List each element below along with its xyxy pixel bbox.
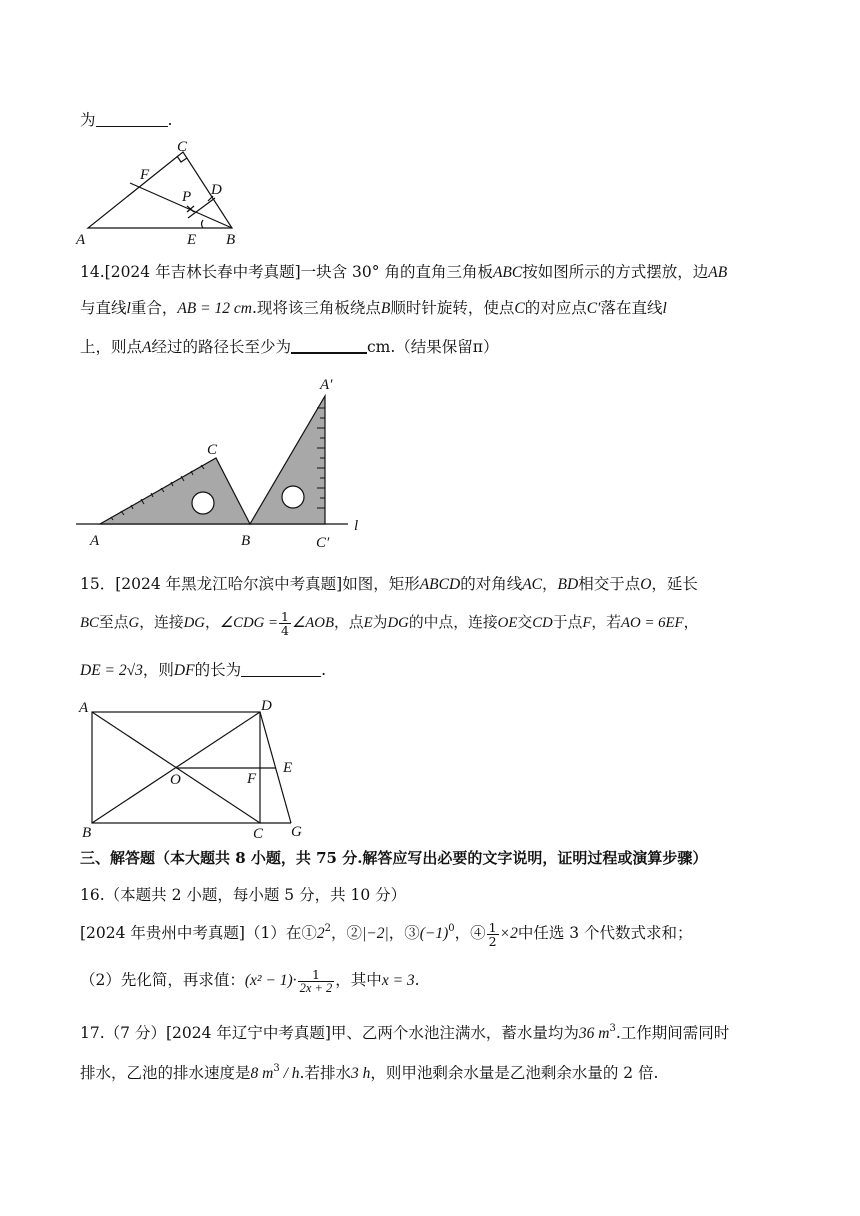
q15-source: [2024 年黑龙江哈尔滨中考真题] xyxy=(115,575,343,593)
fig15-label-d: D xyxy=(261,698,272,714)
fig14-hole-1 xyxy=(192,492,214,514)
q17-line-2: 排水，乙池的排水速度是8 $m^3$ / h.若排水3 h，则甲池剩余水量是乙池剩余水量的 2 倍. xyxy=(80,1063,659,1082)
q16-fraction-expr: $\frac{1}{2x + 2}$ xyxy=(299,966,333,995)
figure-13 xyxy=(70,138,250,250)
q14-source: [2024 年吉林长春中考真题] xyxy=(104,263,301,281)
fig15-label-f: F xyxy=(247,771,257,787)
q17-line-1: 17.（7 分）[2024 年辽宁中考真题]甲、乙两个水池注满水，蓄水量均为36 $m^3$.工作期间需同时 xyxy=(80,1023,730,1042)
q15-line-1: 15．[2024 年黑龙江哈尔滨中考真题]如图，矩形ABCD的对角线AC，BD相交于点O，延长 xyxy=(80,575,698,593)
fig13-label-b: B xyxy=(226,232,236,248)
fig13-label-d: D xyxy=(211,182,222,198)
q15-fraction: $\frac{1}{4}$ xyxy=(281,608,289,638)
fig13-label-a: A xyxy=(76,232,86,248)
q16-header: 16.（本题共 2 小题，每小题 5 分，共 10 分） xyxy=(80,886,407,904)
section-3-title: 三、解答题（本大题共 8 小题，共 75 分.解答应写出必要的文字说明，证明过程或演算步骤） xyxy=(80,849,708,867)
q13-tail-line: 为 . xyxy=(80,111,173,129)
q16-source: [2024 年贵州中考真题] xyxy=(80,924,245,942)
fig14-label-a-prime: A′ xyxy=(320,377,333,393)
fig14-label-c-prime: C′ xyxy=(316,535,330,551)
q15-answer-blank[interactable] xyxy=(241,661,321,677)
fig15-label-o: O xyxy=(170,772,181,788)
q14-line-1: 14.[2024 年吉林长春中考真题]一块含 30° 角的直角三角板ABC按如图所示的方式摆放，边AB xyxy=(80,263,728,281)
fig14-hole-2 xyxy=(282,486,304,508)
q16-part-2: （2）先化简，再求值：(x² − 1)· $\frac{1}{2x + 2}$ ，其中x = 3. xyxy=(80,966,420,995)
q14-number: 14. xyxy=(80,263,105,281)
fig14-label-b: B xyxy=(241,533,251,549)
fig15-label-b: B xyxy=(82,825,92,841)
fig13-label-e: E xyxy=(187,232,197,248)
q15-number: 15． xyxy=(80,575,116,593)
fig13-label-c: C xyxy=(177,139,188,155)
q14-line-2: 与直线l重合，AB = 12 cm.现将该三角板绕点B顺时针旋转，使点C的对应点C′落在直线l xyxy=(80,299,667,317)
q16-fraction-half: $\frac{1}{2}$ xyxy=(488,919,497,949)
fig13-label-f: F xyxy=(140,167,150,183)
fig15-label-c: C xyxy=(253,826,264,842)
q13-tail-text: 为 xyxy=(80,111,96,129)
fig15-label-a: A xyxy=(79,700,89,716)
fig14-label-a: A xyxy=(90,533,100,549)
q15-line-2: BC至点G，连接DG，∠CDG = $\frac{1}{4}$ ∠AOB，点E为DG的中点，连接OE交CD于点F，若AO = 6EF， xyxy=(80,608,699,638)
q14-line-3: 上，则点A经过的路径长至少为 cm.（结果保留π） xyxy=(80,338,499,356)
fig15-label-g: G xyxy=(291,824,302,840)
fig13-arc-e xyxy=(202,220,204,228)
fig13-label-p: P xyxy=(182,189,192,205)
q16-part-1: [2024 年贵州中考真题]（1）在$①2^2$，②|−2|，$③(-1)^0$，④ $\frac{1}{2}$ ×2中任选 3 个代数式求和； xyxy=(80,919,693,949)
fig14-label-c: C xyxy=(207,442,218,458)
q14-answer-blank[interactable] xyxy=(291,337,367,354)
q15-line-3: DE = 2√3，则DF的长为 . xyxy=(80,661,327,679)
fig14-triangle-abc xyxy=(100,458,250,524)
fig15-label-e: E xyxy=(283,760,293,776)
q13-answer-blank[interactable] xyxy=(96,111,168,127)
fig14-label-l: l xyxy=(354,518,359,534)
figure-14 xyxy=(76,372,376,552)
figure-15 xyxy=(76,696,316,842)
